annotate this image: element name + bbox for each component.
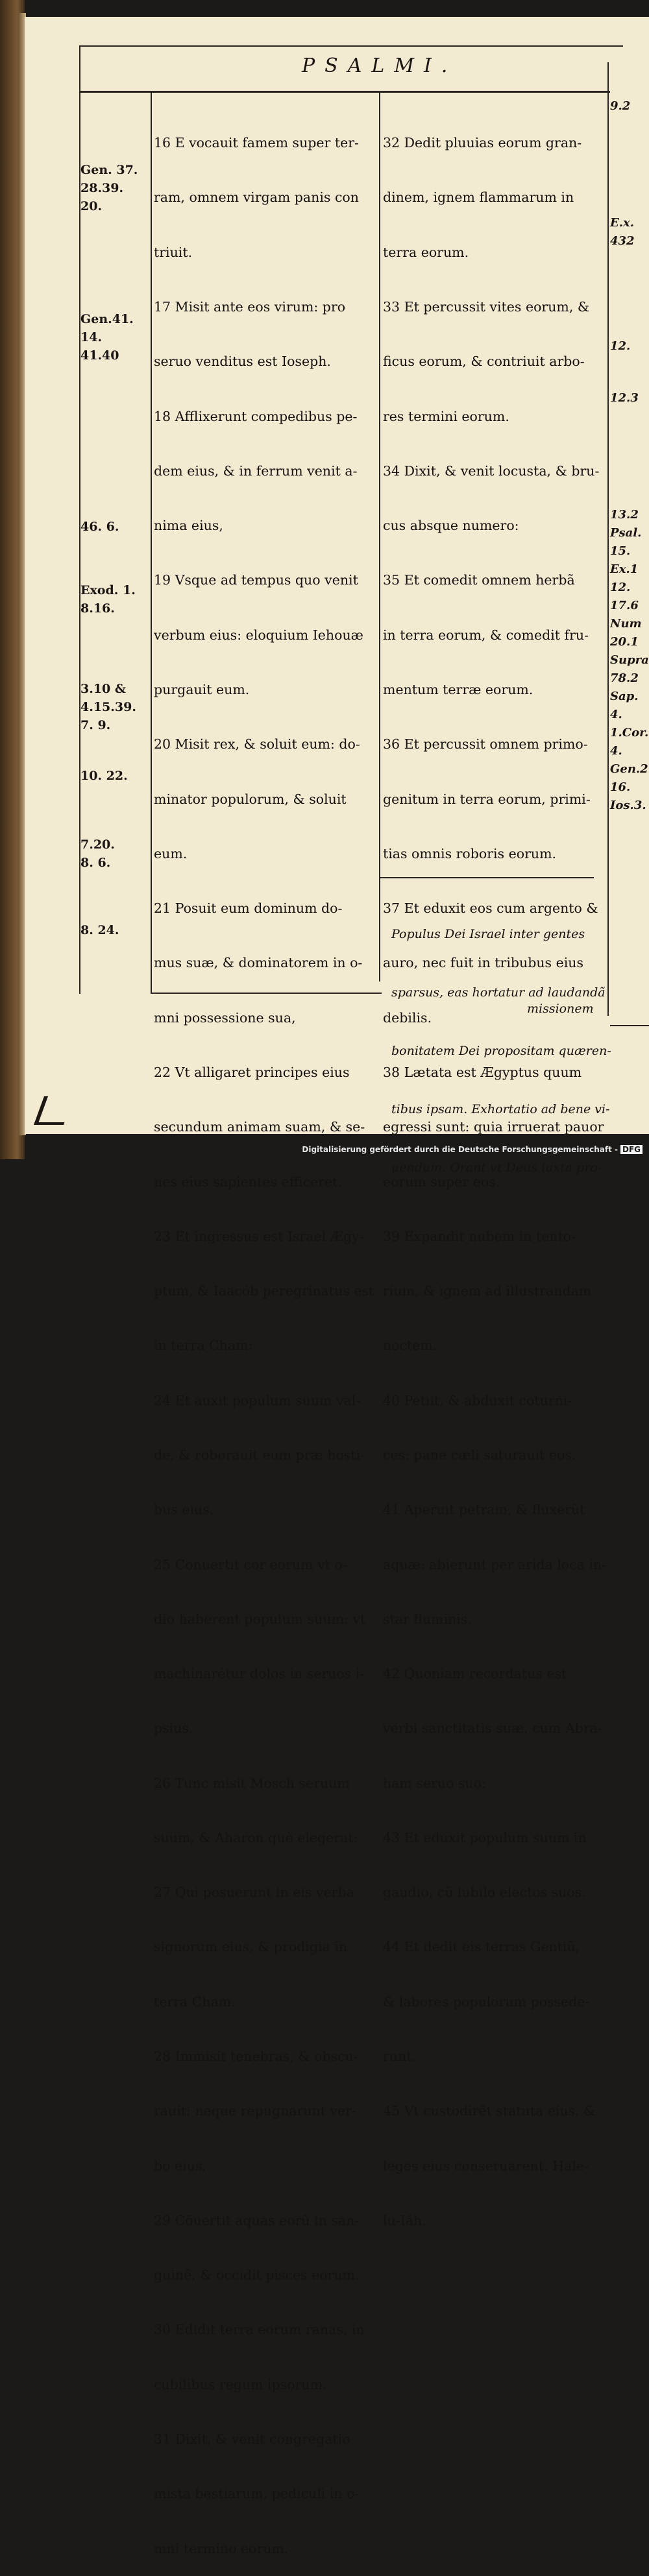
text-line: 43 Et eduxit populum suum in <box>383 1829 587 1846</box>
text-line: ham seruo suo: <box>383 1775 486 1791</box>
edge-note: 12.3 <box>610 391 639 405</box>
edge-note: 12. <box>610 339 631 353</box>
column-divider <box>379 93 380 981</box>
text-line: 33 Et percussit vites eorum, & <box>383 299 590 315</box>
text-line: nima eius, <box>154 518 223 534</box>
running-head: PSALMI. <box>302 54 458 77</box>
text-line: bus eius. <box>154 1502 214 1518</box>
text-line: 40 Petiit, & abduxit coturni- <box>383 1392 572 1408</box>
text-line: in terra Cham: <box>154 1338 253 1354</box>
text-line: leges eius conseruarent. Hale- <box>383 2158 589 2174</box>
text-line: seruo venditus est Ioseph. <box>154 354 331 370</box>
text-line: auro, nec fuit in tribubus eius <box>383 955 584 971</box>
text-line: ficus eorum, & contriuit arbo- <box>383 354 585 370</box>
text-line: 21 Posuit eum dominum do- <box>154 900 343 917</box>
text-line: in terra eorum, & comedit fru- <box>383 627 589 643</box>
text-line: 19 Vsque ad tempus quo venit <box>154 572 358 588</box>
summary-line: bonitatem Dei propositam quæren- <box>391 1044 611 1058</box>
text-line: psius. <box>154 1720 193 1737</box>
summary-line: sparsus, eas hortatur ad laudandã <box>391 985 606 1000</box>
bottom-right-rule <box>610 1025 649 1026</box>
top-rule <box>79 45 623 47</box>
text-line: secundum animam suam, & se- <box>154 1119 365 1135</box>
text-line: tias omnis roboris eorum. <box>383 845 557 861</box>
text-line: 32 Dedit pluuias eorum gran- <box>383 135 582 151</box>
text-line: 22 Vt alligaret principes eius <box>154 1064 350 1080</box>
text-line: 31 Dixit, & venit congregatio <box>154 2431 350 2447</box>
text-line: res termini eorum. <box>383 408 509 424</box>
text-line: suum, & Aharon què elegerat: <box>154 1829 358 1846</box>
text-line: eorum super eos. <box>383 1174 500 1190</box>
text-line: verbi sanctitatis suæ, cum Abra- <box>383 1720 602 1737</box>
text-line: 28 Immisit tenebras, & obscu- <box>154 2049 358 2065</box>
text-line: terra eorum. <box>383 244 469 260</box>
text-line: cubilibus regum ipsorum. <box>154 2376 327 2392</box>
text-line: cus absque numero: <box>383 518 519 534</box>
text-line: mus suæ, & dominatorem in o- <box>154 955 363 971</box>
text-line: verbum eius: eloquium Iehouæ <box>154 627 363 643</box>
dfg-logo: DFG <box>620 1145 643 1154</box>
text-line: dio haberent populum suum: vt <box>154 1611 366 1627</box>
margin-note: Gen. 37. 28.39. 20. <box>80 163 138 213</box>
text-line: 23 Et ingressus est Israel Ægy- <box>154 1228 364 1244</box>
text-line: 36 Et percussit omnem primo- <box>383 736 588 752</box>
text-line: & labores populorum possede- <box>383 1993 590 2010</box>
text-line: terra Cham. <box>154 1993 236 2010</box>
text-line: 38 Lætata est Ægyptus quum <box>383 1064 582 1080</box>
text-line: 34 Dixit, & venit locusta, & bru- <box>383 463 600 479</box>
text-line: 45 Vt custodirẽt statuta eius, & <box>383 2103 596 2119</box>
text-line: machinarétur dolos in seruos i- <box>154 1666 365 1682</box>
text-line: 24 Et auxit populum suum val- <box>154 1392 361 1408</box>
text-line: nes eius sapientes efficeret. <box>154 1174 343 1190</box>
text-line: purgauit eum. <box>154 682 250 697</box>
text-line: genitum in terra eorum, primi- <box>383 791 591 807</box>
text-line: mni termino eorum. <box>154 2540 289 2557</box>
left-text-column <box>154 97 378 2576</box>
text-line: 26 Tunc misit Mosch seruum <box>154 1775 350 1791</box>
margin-note: Gen.41. 14. 41.40 <box>80 312 134 363</box>
margin-note: 46. 6. <box>80 520 119 534</box>
text-line: guinẽ, & occidit pisces eorum. <box>154 2267 360 2283</box>
footer-text: Digitalisierung gefördert durch die Deutsche Forschungsgemeinschaft - <box>302 1145 618 1154</box>
text-line: dinem, ignem flammarum in <box>383 189 574 206</box>
text-line: triuit. <box>154 244 193 260</box>
margin-note: Exod. 1. 8.16. <box>80 583 136 616</box>
text-line: de, & roborauit eum præ hosti- <box>154 1447 365 1463</box>
text-line: 39 Expandit nubem in tento- <box>383 1228 576 1244</box>
text-line: 41 Aperuit petram, & fluxerũt <box>383 1502 585 1518</box>
text-line: 42 Quoniam recordatus est <box>383 1666 567 1682</box>
text-line: debilis. <box>383 1009 432 1026</box>
text-line: 30 Edidit terra eorum ranas, in <box>154 2322 365 2338</box>
text-line: 17 Misit ante eos virum: pro <box>154 299 346 315</box>
text-line: 37 Et eduxit eos cum argento & <box>383 900 598 917</box>
text-line: signorum eius, & prodigia in <box>154 1939 348 1955</box>
edge-note: 9.2 <box>610 99 631 113</box>
text-line: lu-Iáh. <box>383 2212 426 2228</box>
text-line: egressi sunt: quia irruerat pauor <box>383 1119 604 1135</box>
text-line: mentum terræ eorum. <box>383 682 533 697</box>
text-line: 18 Afflixerunt compedibus pe- <box>154 408 358 424</box>
margin-note: 10. 22. <box>80 769 128 783</box>
summary-line: Populus Dei Israel inter gentes <box>391 927 585 941</box>
summary-line: tibus ipsam. Exhortatio ad bene vi- <box>391 1102 610 1116</box>
text-line: bo eius. <box>154 2158 206 2174</box>
text-line: 25 Conuertit cor eorum vt o- <box>154 1556 347 1572</box>
text-line: runt. <box>383 2049 416 2065</box>
text-line: 16 E vocauit famem super ter- <box>154 135 359 151</box>
edge-note: E.x. 432 <box>610 216 635 248</box>
text-line: gaudio, cũ iubilo electos suos. <box>383 1884 586 1901</box>
text-line: mista bestiarum, pediculi in o- <box>154 2486 360 2502</box>
margin-note: 8. 24. <box>80 923 119 937</box>
digitization-footer <box>302 1145 643 1154</box>
margin-note: 7.20. 8. 6. <box>80 837 115 870</box>
text-line: ram, omnem virgam panis con <box>154 189 359 206</box>
text-line: noctem. <box>383 1338 437 1354</box>
margin-note: 3.10 & 4.15.39. 7. 9. <box>80 682 136 732</box>
text-line: rium, & ignem ad illustrandam <box>383 1283 592 1299</box>
summary-line: uendum. Orant vt Deus iuxta pro- <box>391 1161 602 1175</box>
text-line: 35 Et comedit omnem herbã <box>383 572 575 588</box>
edge-note: 13.2 Psal. 15. Ex.1 12. 17.6 Num 20.1 Supra 78.2 Sap. 4. 1.Cor. 4. Gen.2 16. Ios.3. <box>610 508 649 812</box>
text-line: star fluminis. <box>383 1611 472 1627</box>
text-line: aquæ: abierunt per arida loca in- <box>383 1556 607 1572</box>
header-rule <box>79 91 610 93</box>
text-line: 20 Misit rex, & soluit eum: do- <box>154 736 360 752</box>
inner-left-rule <box>151 93 152 993</box>
catchword: missionem <box>527 1002 594 1016</box>
text-line: 29 Cõuertit aquas eorũ in san- <box>154 2212 360 2228</box>
text-line: minator populorum, & soluit <box>154 791 347 807</box>
text-line: ptum, & Iaacób peregrinatus est <box>154 1283 374 1299</box>
text-line: mni possessione sua, <box>154 1009 296 1026</box>
text-line: rauit: neque repugnarunt ver- <box>154 2103 356 2119</box>
text-line: ces: pane cæli saturauit eos. <box>383 1447 576 1463</box>
text-line: 44 Et dedit eis terras Gentiũ, <box>383 1939 580 1955</box>
text-line: 27 Qui posuerunt in eis verba <box>154 1884 354 1901</box>
text-line: dem eius, & in ferrum venit a- <box>154 463 358 479</box>
text-line: eum. <box>154 845 188 861</box>
